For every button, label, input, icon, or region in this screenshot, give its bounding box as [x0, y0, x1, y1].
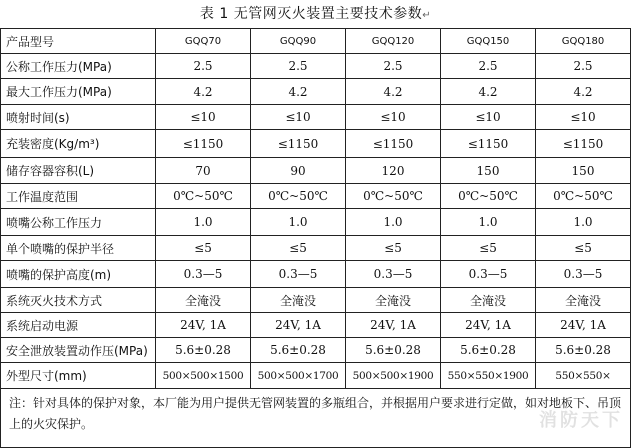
value-cell: 24V, 1A: [251, 313, 346, 338]
model-cell: GQQ180: [536, 29, 631, 54]
table-row: [1, 288, 631, 313]
row-label: 最大工作压力(MPa): [1, 79, 156, 105]
value-cell: 2.5: [346, 54, 441, 79]
watermark-logo: [539, 406, 623, 432]
value-cell: ≤5: [156, 236, 251, 261]
value-cell: 全淹没: [156, 288, 251, 313]
table-row: [1, 236, 631, 261]
table-row: [1, 54, 631, 79]
table-row: [1, 105, 631, 130]
table-row: [1, 261, 631, 288]
value-cell: 120: [346, 158, 441, 184]
table-row: [1, 209, 631, 236]
row-label: 喷嘴的保护高度(m): [1, 261, 156, 288]
header-label: 产品型号: [1, 29, 156, 54]
value-cell: 全淹没: [251, 288, 346, 313]
value-cell: 24V, 1A: [156, 313, 251, 338]
table-row: [1, 184, 631, 209]
value-cell: ≤5: [536, 236, 631, 261]
row-label: 充装密度(Kg/m³): [1, 130, 156, 158]
note-text: 注：针对具体的保护对象，本厂能为用户提供无管网装置的多瓶组合，并根据用户要求进行定做，如对地板下、吊顶上的火灾保护。: [1, 389, 631, 448]
value-cell: 2.5: [156, 54, 251, 79]
table-row: [1, 313, 631, 338]
spec-table-body: [1, 29, 631, 448]
model-cell: GQQ120: [346, 29, 441, 54]
value-cell: 2.5: [536, 54, 631, 79]
row-label: 外型尺寸(mm): [1, 363, 156, 389]
model-cell: GQQ90: [251, 29, 346, 54]
value-cell: 0.3—5: [536, 261, 631, 288]
value-cell: 0℃~50℃: [346, 184, 441, 209]
model-cell: GQQ70: [156, 29, 251, 54]
value-cell: 0.3—5: [346, 261, 441, 288]
value-cell: 0.3—5: [251, 261, 346, 288]
value-cell: 全淹没: [536, 288, 631, 313]
value-cell: 150: [536, 158, 631, 184]
table-title-text: 表 1 无管网灭火装置主要技术参数: [199, 6, 423, 22]
value-cell: ≤5: [346, 236, 441, 261]
value-cell: ≤1150: [536, 130, 631, 158]
value-cell: 4.2: [536, 79, 631, 105]
value-cell: 24V, 1A: [346, 313, 441, 338]
value-cell: 1.0: [251, 209, 346, 236]
value-cell: 1.0: [156, 209, 251, 236]
value-cell: 550×550×: [536, 363, 631, 389]
value-cell: 0.3—5: [156, 261, 251, 288]
value-cell: 全淹没: [441, 288, 536, 313]
value-cell: 0℃~50℃: [441, 184, 536, 209]
row-label: 系统灭火技术方式: [1, 288, 156, 313]
row-label: 喷嘴公称工作压力: [1, 209, 156, 236]
value-cell: ≤1150: [346, 130, 441, 158]
value-cell: 2.5: [441, 54, 536, 79]
value-cell: 550×550×1900: [441, 363, 536, 389]
value-cell: 500×500×1900: [346, 363, 441, 389]
value-cell: 0.3—5: [441, 261, 536, 288]
table-title: [0, 3, 631, 23]
value-cell: 70: [156, 158, 251, 184]
row-label: 系统启动电源: [1, 313, 156, 338]
value-cell: 全淹没: [346, 288, 441, 313]
value-cell: 4.2: [441, 79, 536, 105]
model-cell: GQQ150: [441, 29, 536, 54]
value-cell: ≤5: [441, 236, 536, 261]
row-label: 安全泄放装置动作压(MPa): [1, 338, 156, 363]
value-cell: ≤10: [441, 105, 536, 130]
table-row: [1, 79, 631, 105]
value-cell: 1.0: [346, 209, 441, 236]
value-cell: ≤10: [346, 105, 441, 130]
value-cell: 150: [441, 158, 536, 184]
value-cell: 1.0: [536, 209, 631, 236]
value-cell: ≤10: [536, 105, 631, 130]
value-cell: 24V, 1A: [441, 313, 536, 338]
table-row: [1, 363, 631, 389]
spec-table: [0, 28, 631, 448]
value-cell: ≤1150: [251, 130, 346, 158]
value-cell: 5.6±0.28: [251, 338, 346, 363]
value-cell: ≤1150: [441, 130, 536, 158]
table-row: [1, 130, 631, 158]
value-cell: 5.6±0.28: [536, 338, 631, 363]
row-label: 单个喷嘴的保护半径: [1, 236, 156, 261]
note-row: [1, 389, 631, 448]
paragraph-mark: ↵: [422, 10, 432, 21]
value-cell: 5.6±0.28: [346, 338, 441, 363]
value-cell: 0℃~50℃: [251, 184, 346, 209]
value-cell: 2.5: [251, 54, 346, 79]
value-cell: ≤10: [156, 105, 251, 130]
value-cell: 4.2: [346, 79, 441, 105]
row-label: 工作温度范围: [1, 184, 156, 209]
value-cell: ≤5: [251, 236, 346, 261]
value-cell: ≤1150: [156, 130, 251, 158]
value-cell: ≤10: [251, 105, 346, 130]
value-cell: 4.2: [156, 79, 251, 105]
row-label: 喷射时间(s): [1, 105, 156, 130]
value-cell: 5.6±0.28: [441, 338, 536, 363]
row-label: 储存容器容积(L): [1, 158, 156, 184]
value-cell: 4.2: [251, 79, 346, 105]
value-cell: 90: [251, 158, 346, 184]
value-cell: 0℃~50℃: [156, 184, 251, 209]
watermark-text: 消防天下: [539, 410, 623, 431]
table-row: [1, 158, 631, 184]
value-cell: 0℃~50℃: [536, 184, 631, 209]
value-cell: 500×500×1500: [156, 363, 251, 389]
value-cell: 1.0: [441, 209, 536, 236]
header-row: [1, 29, 631, 54]
table-row: [1, 338, 631, 363]
row-label: 公称工作压力(MPa): [1, 54, 156, 79]
value-cell: 24V, 1A: [536, 313, 631, 338]
value-cell: 500×500×1700: [251, 363, 346, 389]
value-cell: 5.6±0.28: [156, 338, 251, 363]
